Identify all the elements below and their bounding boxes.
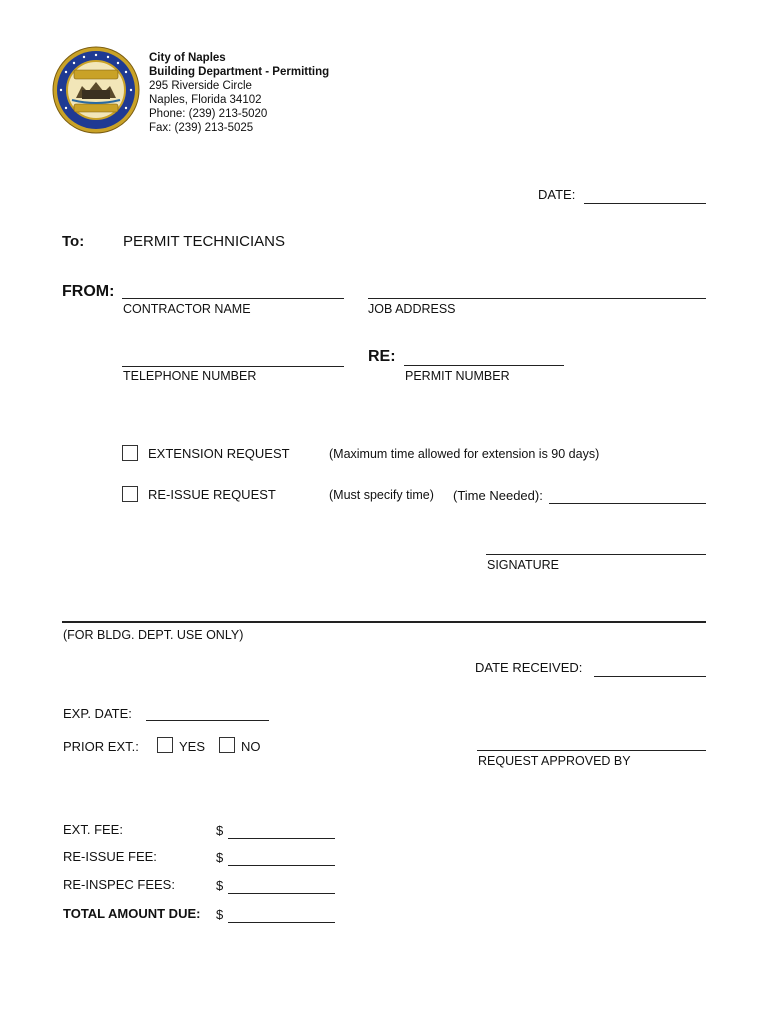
ext-fee-input[interactable] — [228, 822, 339, 838]
from-label: FROM: — [62, 283, 115, 300]
signature-input[interactable] — [486, 537, 710, 553]
contractor-name-label: CONTRACTOR NAME — [123, 302, 251, 316]
job-address-line — [368, 298, 706, 299]
address-line-1: 295 Riverside Circle — [149, 80, 252, 92]
date-label: DATE: — [538, 187, 576, 202]
prior-ext-label: PRIOR EXT.: — [63, 739, 139, 754]
office-use-divider — [62, 621, 706, 623]
contractor-name-line — [122, 298, 344, 299]
approved-by-input[interactable] — [477, 733, 710, 749]
reissue-fee-label: RE-ISSUE FEE: — [63, 849, 157, 864]
reinspec-fee-currency: $ — [216, 878, 224, 893]
exp-date-line — [146, 720, 269, 721]
exp-date-label: EXP. DATE: — [63, 706, 132, 721]
permit-number-input[interactable] — [404, 348, 568, 364]
job-address-input[interactable] — [368, 281, 710, 297]
prior-ext-yes-label: YES — [179, 739, 206, 754]
extension-request-label: EXTENSION REQUEST — [148, 446, 290, 461]
prior-ext-no-label: NO — [241, 739, 261, 754]
date-received-label: DATE RECEIVED: — [475, 660, 583, 675]
total-amount-input[interactable] — [228, 906, 339, 922]
approved-by-line — [477, 750, 706, 751]
telephone-input[interactable] — [122, 349, 348, 365]
exp-date-input[interactable] — [146, 704, 273, 720]
permit-number-line — [404, 365, 564, 366]
extension-request-checkbox[interactable] — [122, 445, 138, 461]
permit-number-label: PERMIT NUMBER — [405, 369, 510, 383]
reissue-fee-line — [228, 865, 335, 866]
date-received-line — [594, 676, 706, 677]
reissue-fee-input[interactable] — [228, 849, 339, 865]
fax: Fax: (239) 213-5025 — [149, 122, 254, 134]
reissue-note: (Must specify time) — [329, 488, 434, 502]
total-amount-line — [228, 922, 335, 923]
total-amount-currency: $ — [216, 907, 224, 922]
reinspec-fee-line — [228, 893, 335, 894]
reissue-fee-currency: $ — [216, 850, 224, 865]
address-line-2: Naples, Florida 34102 — [149, 94, 262, 106]
contractor-name-input[interactable] — [122, 281, 348, 297]
city-seal-logo — [52, 46, 140, 134]
dept-name: Building Department - Permitting — [149, 66, 330, 78]
time-needed-input[interactable] — [549, 487, 710, 503]
reinspec-fee-input[interactable] — [228, 877, 339, 893]
time-needed-line — [549, 503, 706, 504]
reinspec-fee-label: RE-INSPEC FEES: — [63, 877, 175, 892]
reissue-request-checkbox[interactable] — [122, 486, 138, 502]
re-label: RE: — [368, 348, 396, 365]
signature-label: SIGNATURE — [487, 558, 559, 572]
date-field-line — [584, 203, 706, 204]
header-block — [149, 51, 329, 135]
approved-by-label: REQUEST APPROVED BY — [478, 754, 631, 768]
prior-ext-yes-checkbox[interactable] — [157, 737, 173, 753]
extension-note: (Maximum time allowed for extension is 90 days) — [329, 447, 600, 461]
signature-line — [486, 554, 706, 555]
reissue-request-label: RE-ISSUE REQUEST — [148, 487, 276, 502]
to-value: PERMIT TECHNICIANS — [123, 233, 285, 250]
ext-fee-currency: $ — [216, 823, 224, 838]
ext-fee-line — [228, 838, 335, 839]
total-amount-label: TOTAL AMOUNT DUE: — [63, 906, 201, 921]
date-received-input[interactable] — [594, 659, 710, 675]
job-address-label: JOB ADDRESS — [368, 302, 456, 316]
phone: Phone: (239) 213-5020 — [149, 108, 268, 120]
office-use-label: (FOR BLDG. DEPT. USE ONLY) — [63, 628, 244, 642]
telephone-label: TELEPHONE NUMBER — [123, 369, 257, 383]
org-name: City of Naples — [149, 52, 226, 64]
telephone-line — [122, 366, 344, 367]
to-label: To: — [62, 233, 85, 250]
prior-ext-no-checkbox[interactable] — [219, 737, 235, 753]
date-input[interactable] — [584, 187, 710, 203]
ext-fee-label: EXT. FEE: — [63, 822, 123, 837]
time-needed-label: (Time Needed): — [453, 488, 543, 503]
